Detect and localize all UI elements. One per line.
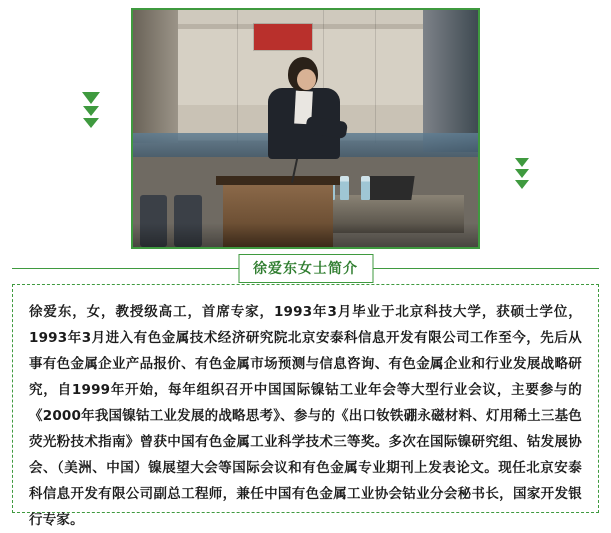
down-arrow-icon [515, 169, 529, 178]
bio-text: 徐爱东，女，教授级高工，首席专家，1993年3月毕业于北京科技大学，获硕士学位，1993年3月进入有色金属技术经济研究院北京安泰科信息开发有限公司工作至今，先后从事有色金属企业产品报价、有色金属市场预测与信息咨询、有色金属企业和行业发展战略研究，自1999年开始，每年组织召开中国国际镍钴工业年会等大型行业会议，主要参与的《2000年我国镍钴工业发展的战略思考》、参与的《出口钕铁硼永磁材料、灯用稀土三基色荧光粉技术指南》曾获中国有色金属工业科学技术三等奖。多次在国际镍研究组、钴发展协会、（美洲、中国）镍展望大会等国际会议和有色金属专业期刊上发表论文。现任北京安泰科信息开发有限公司副总工程师，兼任中国有色金属工业协会钴业分会秘书长，国家开发银行专家。 [29, 304, 582, 528]
wall-right-panel [423, 10, 478, 152]
down-arrow-icon [515, 180, 529, 189]
down-arrow-icon [83, 118, 99, 128]
down-arrow-icon [82, 92, 100, 104]
water-bottle [340, 176, 349, 200]
bio-panel [12, 284, 599, 528]
photo-background [133, 10, 478, 247]
right-arrow-group [515, 158, 529, 189]
down-arrow-icon [515, 158, 529, 167]
wall-seam [375, 10, 376, 143]
wall-left-panel [133, 10, 178, 143]
floor-shadow [133, 223, 478, 247]
page-title: 徐爱东女士简介 [238, 254, 373, 283]
speaker-face [297, 69, 316, 90]
podium-top [216, 176, 340, 185]
wall-seam [237, 10, 238, 143]
down-arrow-icon [83, 106, 99, 116]
speaker-photo [131, 8, 480, 249]
water-bottle [361, 176, 370, 200]
left-arrow-group [82, 92, 100, 128]
red-banner [254, 24, 313, 50]
laptop-icon [366, 176, 414, 200]
